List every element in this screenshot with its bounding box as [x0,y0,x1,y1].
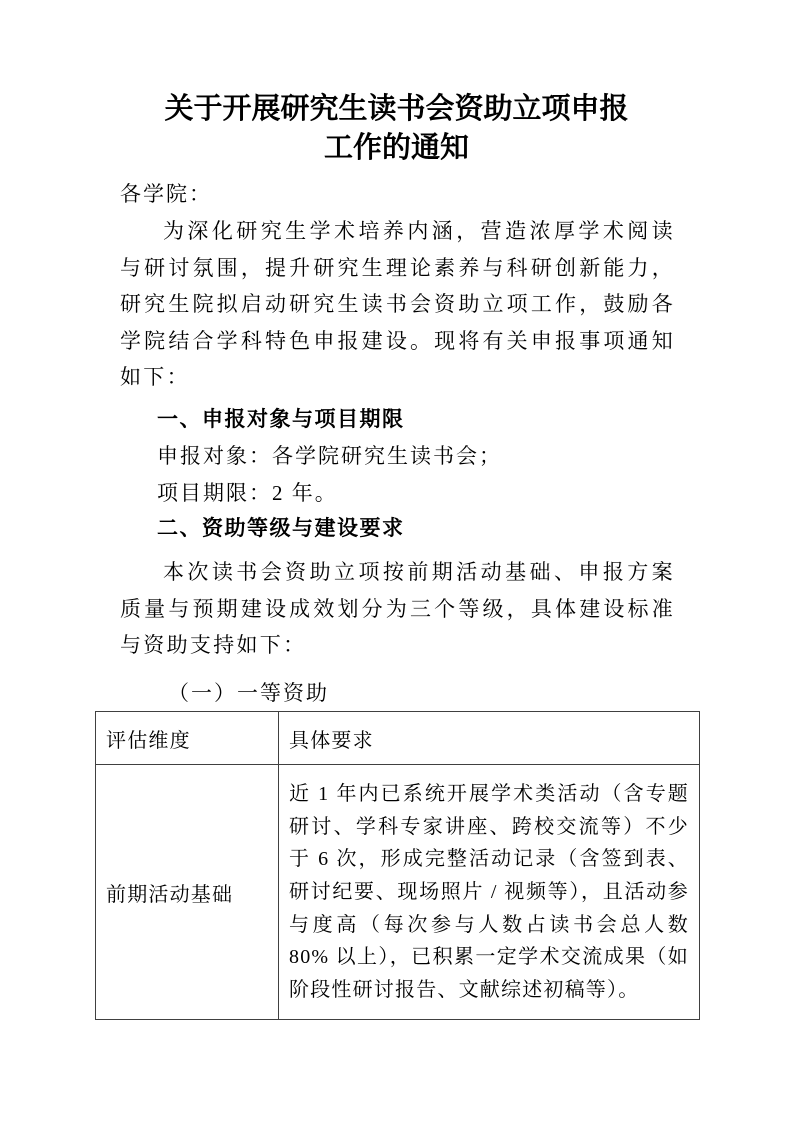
table-header-dimension: 评估维度 [96,712,279,765]
section-2-paragraph: 本次读书会资助立项按前期活动基础、申报方案质量与预期建设成效划分为三个等级，具体建设标准与资助支持如下： [120,560,675,658]
document-title-line-2: 工作的通知 [323,132,469,164]
table-header-requirement: 具体要求 [279,712,700,765]
document-title-line-1: 关于开展研究生读书会资助立项申报 [164,93,629,125]
grade-1-criteria-table [95,711,700,1020]
table-header-row [96,712,700,765]
section-1-item-project-duration: 项目期限：2 年。 [157,480,338,505]
intro-paragraph: 为深化研究生学术培养内涵，营造浓厚学术阅读与研讨氛围，提升研究生理论素养与科研创新能力，研究生院拟启动研究生读书会资助立项工作，鼓励各学院结合学科特色申报建设。现将有关申报事项通知如下： [120,219,675,390]
table-cell-dimension: 前期活动基础 [96,765,279,1020]
table-row [96,765,700,1020]
document-title [60,90,733,168]
table-cell-requirement: 近 1 年内已系统开展学术类活动（含专题研讨、学科专家讲座、跨校交流等）不少于 6 次，形成完整活动记录（含签到表、研讨纪要、现场照片 / 视频等），且活动参与度高（每次参与人数占读书会总人数 80% 以上），已积累一定学术交流成果（如阶段性研讨报告、文献综述初稿等）。 [279,765,700,1020]
section-1-item-application-target: 申报对象：各学院研究生读书会； [157,444,502,469]
section-1-heading: 一、申报对象与项目期限 [157,407,405,431]
section-2-heading: 二、资助等级与建设要求 [157,516,405,540]
salutation: 各学院： [120,182,212,206]
section-2-subheading-grade-1: （一）一等资助 [168,680,329,705]
